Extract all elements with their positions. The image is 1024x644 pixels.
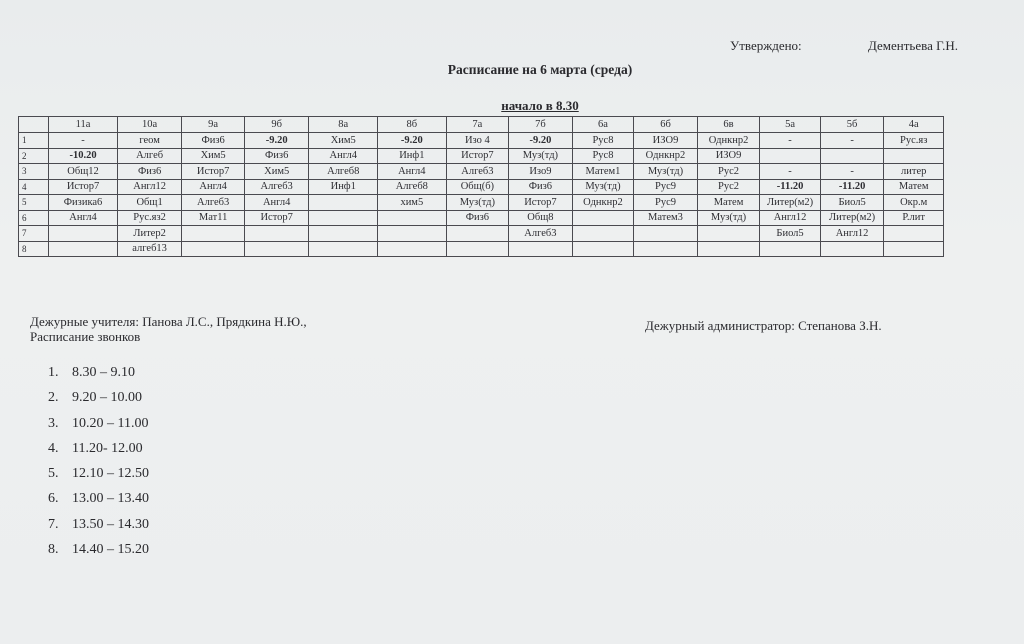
bell-number: 6.	[48, 491, 59, 507]
lesson-cell: Физ6	[446, 210, 509, 226]
lesson-cell: Биол5	[820, 195, 884, 211]
lesson-cell	[697, 241, 760, 257]
lesson-cell	[884, 148, 944, 164]
lesson-cell: Истор7	[49, 179, 118, 195]
lesson-cell: Рус.яз2	[117, 210, 182, 226]
lesson-cell: Англ12	[117, 179, 182, 195]
lesson-cell: Рус9	[634, 195, 698, 211]
lesson-cell: Алгеб8	[309, 164, 378, 180]
lesson-cell: -11.20	[760, 179, 821, 195]
lesson-cell: Алгеб3	[509, 226, 573, 242]
start-time: начало в 8.30	[501, 98, 579, 113]
lesson-cell: Физ6	[182, 133, 245, 149]
schedule-table	[18, 116, 944, 257]
lesson-cell: -	[820, 133, 884, 149]
table-row	[19, 226, 944, 242]
bell-number: 2.	[48, 390, 59, 406]
lesson-cell: -11.20	[820, 179, 884, 195]
lesson-cell	[634, 241, 698, 257]
lesson-cell: Рус.яз	[884, 133, 944, 149]
lesson-cell: Изо9	[509, 164, 573, 180]
lesson-cell: Литер(м2)	[820, 210, 884, 226]
page-title: Расписание на 6 марта (среда)	[447, 62, 633, 77]
lesson-cell: Общ8	[509, 210, 573, 226]
lesson-cell: Рус9	[634, 179, 698, 195]
lesson-cell: Англ4	[49, 210, 118, 226]
lesson-cell	[697, 226, 760, 242]
approved-label: Утверждено:	[730, 38, 802, 53]
table-row	[19, 195, 944, 211]
table-row	[19, 148, 944, 164]
lesson-cell: Муз(тд)	[446, 195, 509, 211]
lesson-cell: Алгеб3	[244, 179, 309, 195]
bell-schedule-list	[48, 362, 149, 564]
header-class: 4а	[884, 117, 944, 133]
list-item	[48, 362, 149, 387]
lesson-cell	[244, 226, 309, 242]
lesson-cell: Биол5	[760, 226, 821, 242]
lesson-cell	[309, 241, 378, 257]
lesson-cell	[820, 148, 884, 164]
lesson-cell	[572, 241, 634, 257]
lesson-cell: Муз(тд)	[572, 179, 634, 195]
bell-number: 4.	[48, 440, 59, 456]
bell-number: 3.	[48, 415, 59, 431]
lesson-cell: Матем1	[572, 164, 634, 180]
lesson-cell	[572, 210, 634, 226]
lesson-cell: -9.20	[509, 133, 573, 149]
lesson-cell: Матем	[884, 179, 944, 195]
lesson-number: 7	[19, 226, 49, 242]
lesson-cell: Истор7	[182, 164, 245, 180]
lesson-cell	[244, 241, 309, 257]
lesson-cell: Физ6	[244, 148, 309, 164]
lesson-cell: Физика6	[49, 195, 118, 211]
lesson-number: 4	[19, 179, 49, 195]
lesson-cell: Физ6	[509, 179, 573, 195]
header-class: 8б	[378, 117, 447, 133]
lesson-cell: Англ4	[309, 148, 378, 164]
lesson-cell	[182, 226, 245, 242]
lesson-cell	[446, 226, 509, 242]
lesson-cell: литер	[884, 164, 944, 180]
lesson-cell	[760, 148, 821, 164]
lesson-cell	[884, 226, 944, 242]
lesson-cell	[820, 241, 884, 257]
lesson-cell: Хим5	[309, 133, 378, 149]
list-item	[48, 413, 149, 438]
lesson-number: 8	[19, 241, 49, 257]
lesson-cell: Алгеб	[117, 148, 182, 164]
header-class: 8а	[309, 117, 378, 133]
lesson-cell	[309, 195, 378, 211]
header-class: 6б	[634, 117, 698, 133]
lesson-cell: Однкнр2	[572, 195, 634, 211]
lesson-cell	[760, 241, 821, 257]
bell-number: 7.	[48, 516, 59, 532]
header-class: 9б	[244, 117, 309, 133]
lesson-cell	[634, 226, 698, 242]
lesson-cell: Англ4	[378, 164, 447, 180]
lesson-cell: Муз(тд)	[697, 210, 760, 226]
lesson-cell: Хим5	[244, 164, 309, 180]
bell-time: 9.20 – 10.00	[72, 390, 142, 406]
lesson-cell: Матем3	[634, 210, 698, 226]
lesson-number: 3	[19, 164, 49, 180]
lesson-cell: Изо 4	[446, 133, 509, 149]
lesson-cell	[49, 226, 118, 242]
lesson-cell: Хим5	[182, 148, 245, 164]
list-item	[48, 438, 149, 463]
header-class: 7б	[509, 117, 573, 133]
lesson-cell	[182, 241, 245, 257]
lesson-cell: Р.лит	[884, 210, 944, 226]
lesson-cell: -	[49, 133, 118, 149]
lesson-cell: хим5	[378, 195, 447, 211]
header-class: 6а	[572, 117, 634, 133]
lesson-cell: Истор7	[446, 148, 509, 164]
lesson-cell	[446, 241, 509, 257]
approved-name: Дементьева Г.Н.	[868, 38, 959, 53]
header-corner	[19, 117, 49, 133]
lesson-cell: -9.20	[244, 133, 309, 149]
bell-time: 13.00 – 13.40	[72, 491, 149, 507]
lesson-cell: Муз(тд)	[509, 148, 573, 164]
header-class: 6в	[697, 117, 760, 133]
lesson-cell: Истор7	[509, 195, 573, 211]
header-class: 9а	[182, 117, 245, 133]
table-row	[19, 210, 944, 226]
duty-admin: Дежурный администратор: Степанова З.Н.	[645, 318, 882, 333]
lesson-cell	[509, 241, 573, 257]
table-row	[19, 133, 944, 149]
bells-title: Расписание звонков	[30, 329, 141, 344]
bell-number: 5.	[48, 466, 59, 482]
bell-time: 13.50 – 14.30	[72, 516, 149, 532]
header-class: 10а	[117, 117, 182, 133]
approval-line	[730, 38, 958, 54]
lesson-number: 1	[19, 133, 49, 149]
lesson-cell: Литер2	[117, 226, 182, 242]
lesson-cell: Англ4	[182, 179, 245, 195]
lesson-cell: -	[760, 133, 821, 149]
lesson-cell: Алгеб3	[182, 195, 245, 211]
lesson-number: 2	[19, 148, 49, 164]
list-item	[48, 463, 149, 488]
lesson-cell: Истор7	[244, 210, 309, 226]
schedule-header-row	[19, 117, 944, 133]
lesson-cell	[309, 226, 378, 242]
table-row	[19, 241, 944, 257]
table-row	[19, 179, 944, 195]
lesson-cell: Однкнр2	[697, 133, 760, 149]
list-item	[48, 488, 149, 513]
lesson-cell: -10.20	[49, 148, 118, 164]
lesson-cell: Рус2	[697, 164, 760, 180]
lesson-cell: Литер(м2)	[760, 195, 821, 211]
lesson-cell: Однкнр2	[634, 148, 698, 164]
lesson-cell: Мат11	[182, 210, 245, 226]
bell-time: 12.10 – 12.50	[72, 466, 149, 482]
header-class: 11а	[49, 117, 118, 133]
lesson-cell	[572, 226, 634, 242]
lesson-cell: -	[820, 164, 884, 180]
header-class: 7а	[446, 117, 509, 133]
lesson-cell: ИЗО9	[634, 133, 698, 149]
lesson-cell	[49, 241, 118, 257]
lesson-cell: Окр.м	[884, 195, 944, 211]
lesson-cell: Матем	[697, 195, 760, 211]
lesson-number: 5	[19, 195, 49, 211]
lesson-cell: Англ12	[820, 226, 884, 242]
lesson-cell	[378, 210, 447, 226]
lesson-cell: Рус8	[572, 148, 634, 164]
list-item	[48, 539, 149, 564]
lesson-cell	[309, 210, 378, 226]
lesson-cell: Алгеб3	[446, 164, 509, 180]
lesson-cell: Муз(тд)	[634, 164, 698, 180]
bell-number: 1.	[48, 365, 59, 380]
lesson-cell: Рус8	[572, 133, 634, 149]
lesson-cell: Англ4	[244, 195, 309, 211]
lesson-cell: -	[760, 164, 821, 180]
lesson-cell: Общ12	[49, 164, 118, 180]
lesson-number: 6	[19, 210, 49, 226]
lesson-cell: Рус2	[697, 179, 760, 195]
bell-time: 10.20 – 11.00	[72, 415, 149, 431]
lesson-cell: ИЗО9	[697, 148, 760, 164]
bell-time: 11.20- 12.00	[72, 440, 143, 456]
lesson-cell: Общ(б)	[446, 179, 509, 195]
list-item	[48, 387, 149, 412]
lesson-cell: алгеб13	[117, 241, 182, 257]
list-item	[48, 514, 149, 539]
lesson-cell	[884, 241, 944, 257]
lesson-cell: Общ1	[117, 195, 182, 211]
bell-number: 8.	[48, 542, 59, 558]
bell-time: 14.40 – 15.20	[72, 542, 149, 558]
lesson-cell: Англ12	[760, 210, 821, 226]
lesson-cell: -9.20	[378, 133, 447, 149]
lesson-cell	[378, 226, 447, 242]
duty-teachers: Дежурные учителя: Панова Л.С., Прядкина Н.Ю.,	[30, 314, 307, 329]
lesson-cell: Алгеб8	[378, 179, 447, 195]
lesson-cell: Физ6	[117, 164, 182, 180]
header-class: 5а	[760, 117, 821, 133]
lesson-cell: Инф1	[309, 179, 378, 195]
bell-time: 8.30 – 9.10	[72, 365, 135, 380]
lesson-cell: Инф1	[378, 148, 447, 164]
header-class: 5б	[820, 117, 884, 133]
lesson-cell	[378, 241, 447, 257]
lesson-cell: геом	[117, 133, 182, 149]
table-row	[19, 164, 944, 180]
